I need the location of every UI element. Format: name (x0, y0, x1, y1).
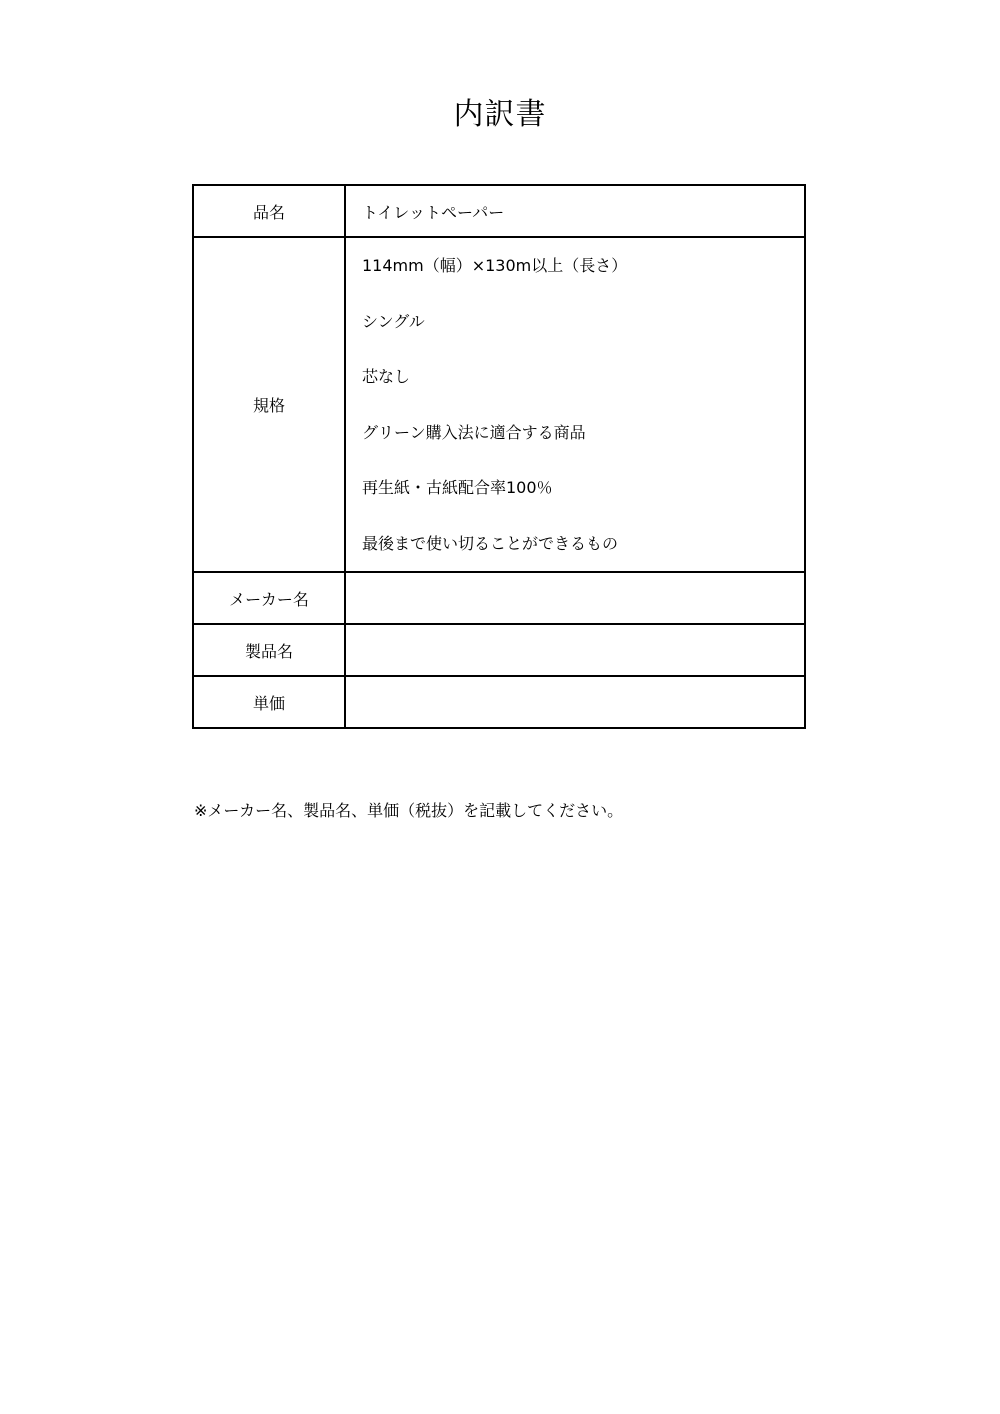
table-row-product (193, 624, 805, 676)
table-row-unit-price (193, 676, 805, 728)
maker-value[interactable] (345, 572, 805, 624)
unit-price-label: 単価 (193, 676, 345, 728)
instruction-note: ※メーカー名、製品名、単価（税抜）を記載してください。 (194, 801, 624, 820)
spec-line-recycled-paper: 再生紙・古紙配合率100％ (362, 478, 553, 497)
document-title: 内訳書 (453, 97, 547, 132)
spec-list (362, 238, 804, 571)
spec-line-ply: シングル (362, 311, 425, 331)
table-row-spec (193, 237, 805, 572)
product-value[interactable] (345, 624, 805, 676)
item-name-label: 品名 (193, 185, 345, 237)
breakdown-table (192, 184, 806, 729)
maker-label: メーカー名 (193, 572, 345, 624)
unit-price-value[interactable] (345, 676, 805, 728)
spec-label: 規格 (193, 237, 345, 572)
table-row-maker (193, 572, 805, 624)
spec-line-use-until-end: 最後まで使い切ることができるもの (362, 533, 619, 553)
spec-value-cell (345, 237, 805, 572)
table-row-item-name (193, 185, 805, 237)
spec-line-green-purchasing: グリーン購入法に適合する商品 (362, 422, 586, 442)
product-label: 製品名 (193, 624, 345, 676)
item-name-value: トイレットペーパー (345, 185, 805, 237)
spec-line-core: 芯なし (362, 367, 411, 386)
spec-line-size: 114mm（幅）×130m以上（長さ） (362, 256, 628, 275)
